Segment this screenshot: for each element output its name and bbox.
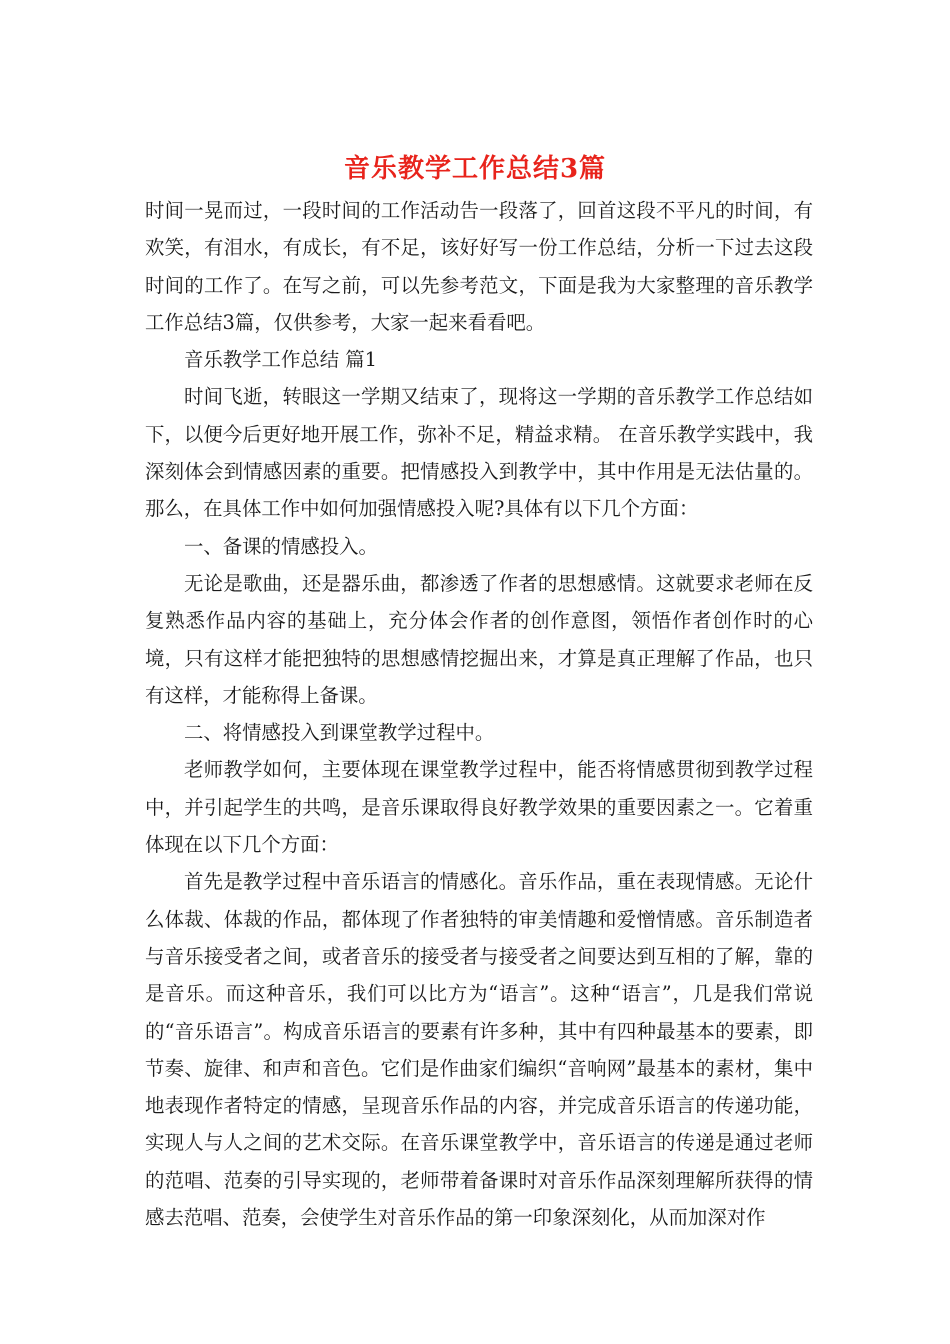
body-paragraph: 首先是教学过程中音乐语言的情感化。音乐作品，重在表现情感。无论什么体裁、体裁的作品，都体现了作者独特的审美情趣和爱憎情感。音乐制造者与音乐接受者之间，或者音乐的接受者与接受者之间要达到互相的了解，靠的是音乐。而这种音乐，我们可以比方为“语言”。这种“语言”，几是我们常说的“音乐语言”。构成音乐语言的要素有许多种，其中有四种最基本的要素，即节奏、旋律、和声和音色。它们是作曲家们编织“音响网”最基本的素材，集中地表现作者特定的情感，呈现音乐作品的内容，并完成音乐语言的传递功能，实现人与人之间的艺术交际。在音乐课堂教学中，音乐语言的传递是通过老师的范唱、范奏的引导实现的，老师带着备课时对音乐作品深刻理解所获得的情感去范唱、范奏，会使学生对音乐作品的第一印象深刻化，从而加深对作 — [145, 870, 813, 1230]
subheading-lesson-prep: 一、备课的情感投入。 — [184, 534, 378, 558]
subheading-classroom: 二、将情感投入到课堂教学过程中。 — [184, 721, 495, 745]
document-body — [145, 192, 813, 1236]
section-heading-part1: 音乐教学工作总结 篇1 — [184, 348, 378, 372]
intro-paragraph: 时间一晃而过，一段时间的工作活动告一段落了，回首这段不平凡的时间，有欢笑，有泪水，有成长，有不足，该好好写一份工作总结，分析一下过去这段时间的工作了。在写之前，可以先参考范文，下面是我为大家整理的音乐教学工作总结3篇，仅供参考，大家一起来看看吧。 — [145, 199, 813, 334]
body-paragraph: 老师教学如何，主要体现在课堂教学过程中，能否将情感贯彻到教学过程中，并引起学生的共鸣，是音乐课取得良好教学效果的重要因素之一。它着重体现在以下几个方面： — [145, 758, 813, 857]
body-paragraph: 时间飞逝，转眼这一学期又结束了，现将这一学期的音乐教学工作总结如下，以便今后更好地开展工作，弥补不足，精益求精。 在音乐教学实践中，我深刻体会到情感因素的重要。把情感投入到教学中，其中作用是无法估量的。那么，在具体工作中如何加强情感投入呢?具体有以下几个方面： — [145, 385, 813, 521]
document-title: 音乐教学工作总结3篇 — [343, 154, 607, 184]
body-paragraph: 无论是歌曲，还是器乐曲，都渗透了作者的思想感情。这就要求老师在反复熟悉作品内容的基础上，充分体会作者的创作意图，领悟作者创作时的心境，只有这样才能把独特的思想感情挖掘出来，才算是真正理解了作品，也只有这样，才能称得上备课。 — [145, 571, 813, 707]
